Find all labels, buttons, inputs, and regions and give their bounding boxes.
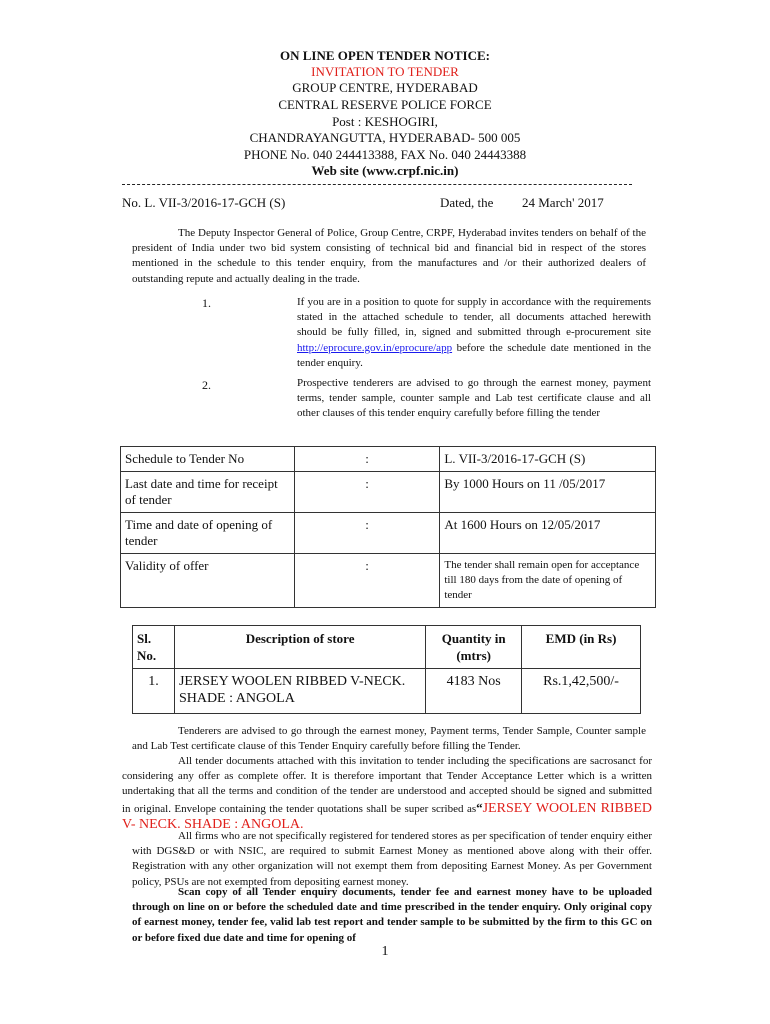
notice-title: ON LINE OPEN TENDER NOTICE: xyxy=(280,48,490,63)
paragraph-tender-documents xyxy=(122,754,652,833)
table-header-row xyxy=(133,626,641,669)
intro-paragraph: The Deputy Inspector General of Police, Group Centre, CRPF, Hyderabad invites tenders on behalf of the president of India under two bid system consisting of technical bid and financial bid in respect of the stores mentioned in the schedule to this tender enquiry, from the manufactures and /or their authorized dealers of outstanding repute and actually dealing in the trade. xyxy=(132,227,646,285)
reference-date: 24 March' 2017 xyxy=(522,195,604,210)
dated-label: Dated, the xyxy=(440,195,494,210)
point-1-text xyxy=(297,295,651,371)
cell-quantity: 4183 Nos xyxy=(426,669,522,714)
table-row xyxy=(121,554,656,608)
schedule-label: Schedule to Tender No xyxy=(121,447,295,472)
header-line-3: Post : KESHOGIRI, xyxy=(332,114,438,129)
schedule-label: Time and date of opening of tender xyxy=(121,513,295,554)
header-divider xyxy=(122,184,632,185)
reference-number: No. L. VII-3/2016-17-GCH (S) xyxy=(122,195,286,210)
cell-description: JERSEY WOOLEN RIBBED V-NECK. SHADE : ANGOLA xyxy=(174,669,425,714)
schedule-sep: : xyxy=(294,554,440,608)
page-number: 1 xyxy=(381,944,389,959)
header-line-1: GROUP CENTRE, HYDERABAD xyxy=(292,80,478,95)
invitation-heading: INVITATION TO TENDER xyxy=(311,64,459,79)
point-2-number: 2. xyxy=(202,378,211,392)
schedule-sep: : xyxy=(294,447,440,472)
schedule-label: Last date and time for receipt of tender xyxy=(121,472,295,513)
schedule-value: By 1000 Hours on 11 /05/2017 xyxy=(440,472,656,513)
point-1-text-b: before the schedule date mentioned in the tender enquiry. xyxy=(297,341,651,369)
column-header-sl: Sl. No. xyxy=(133,626,175,669)
schedule-label: Validity of offer xyxy=(121,554,295,608)
column-header-quantity: Quantity in (mtrs) xyxy=(426,626,522,669)
point-1-number: 1. xyxy=(202,296,211,310)
point-2-text: Prospective tenderers are advised to go through the earnest money, payment terms, tender sample, counter sample and Lab test certificate clause and all other clauses of this tender enquiry carefully before filling the tender xyxy=(297,377,651,420)
cell-emd: Rs.1,42,500/- xyxy=(522,669,641,714)
schedule-sep: : xyxy=(294,472,440,513)
table-row xyxy=(133,669,641,714)
superscribed-label: super scribed as xyxy=(404,802,477,815)
paragraph-tenderers-advised: Tenderers are advised to go through the earnest money, Payment terms, Tender Sample, Counter sample and Lab Test certificate clause of this Tender Enquiry carefully before filling the Tender. xyxy=(132,725,646,753)
header-line-4: CHANDRAYANGUTTA, HYDERABAD- 500 005 xyxy=(249,130,521,145)
paragraph-scan-copy: Scan copy of all Tender enquiry documents, tender fee and earnest money have to be uploaded through on line on or before the scheduled date and time prescribed in the tender enquiry. Only original copy of earnest money, tender fee, valid lab test report and tender sample to be submitted by the firm to this GC on or before fixed due date and time for opening of xyxy=(132,886,652,944)
superscription-text: JERSEY WOOLEN RIBBED V- NECK. SHADE : ANGOLA. xyxy=(122,800,653,832)
point-1-text-a: If you are in a position to quote for supply in accordance with the requirements stated in the attached schedule to tender, all documents attached herewith should be fully filled, in, signed and submitted through e-procurement site xyxy=(297,296,651,339)
column-header-description: Description of store xyxy=(174,626,425,669)
schedule-value: The tender shall remain open for acceptance till 180 days from the date of opening of tender xyxy=(440,554,656,608)
schedule-table xyxy=(120,446,656,608)
paragraph-tender-documents-text: All tender documents attached with this invitation to tender including the specifications are sacrosanct for considering any offer as complete offer. It is therefore important that Tender Acceptance Letter which is a written undertaking that all the terms and condition of the tender are understood and accepted should be signed and submitted in original. Envelope containing the tender quotations shall be xyxy=(122,755,652,815)
column-header-emd: EMD (in Rs) xyxy=(522,626,641,669)
cell-sl: 1. xyxy=(133,669,175,714)
open-quote: “ xyxy=(476,799,483,815)
table-row xyxy=(121,513,656,554)
website-line: Web site (www.crpf.nic.in) xyxy=(311,163,459,178)
paragraph-firms-registration: All firms who are not specifically registered for tendered stores as per specification of tender enquiry either with DGS&D or with NSIC, are required to submit Earnest Money as mentioned above along with their offer. Registration with any other organization will not exempt them from depositing Earnest Money. As per Government policy, PSUs are not exempted from depositing earnest money. xyxy=(132,830,652,888)
stores-table xyxy=(132,625,641,714)
table-row xyxy=(121,447,656,472)
table-row xyxy=(121,472,656,513)
schedule-value: At 1600 Hours on 12/05/2017 xyxy=(440,513,656,554)
header-line-5: PHONE No. 040 244413388, FAX No. 040 24443388 xyxy=(243,147,527,162)
eprocure-link[interactable]: http://eprocure.gov.in/eprocure/app xyxy=(297,341,453,354)
header-line-2: CENTRAL RESERVE POLICE FORCE xyxy=(278,97,492,112)
schedule-sep: : xyxy=(294,513,440,554)
schedule-value: L. VII-3/2016-17-GCH (S) xyxy=(440,447,656,472)
